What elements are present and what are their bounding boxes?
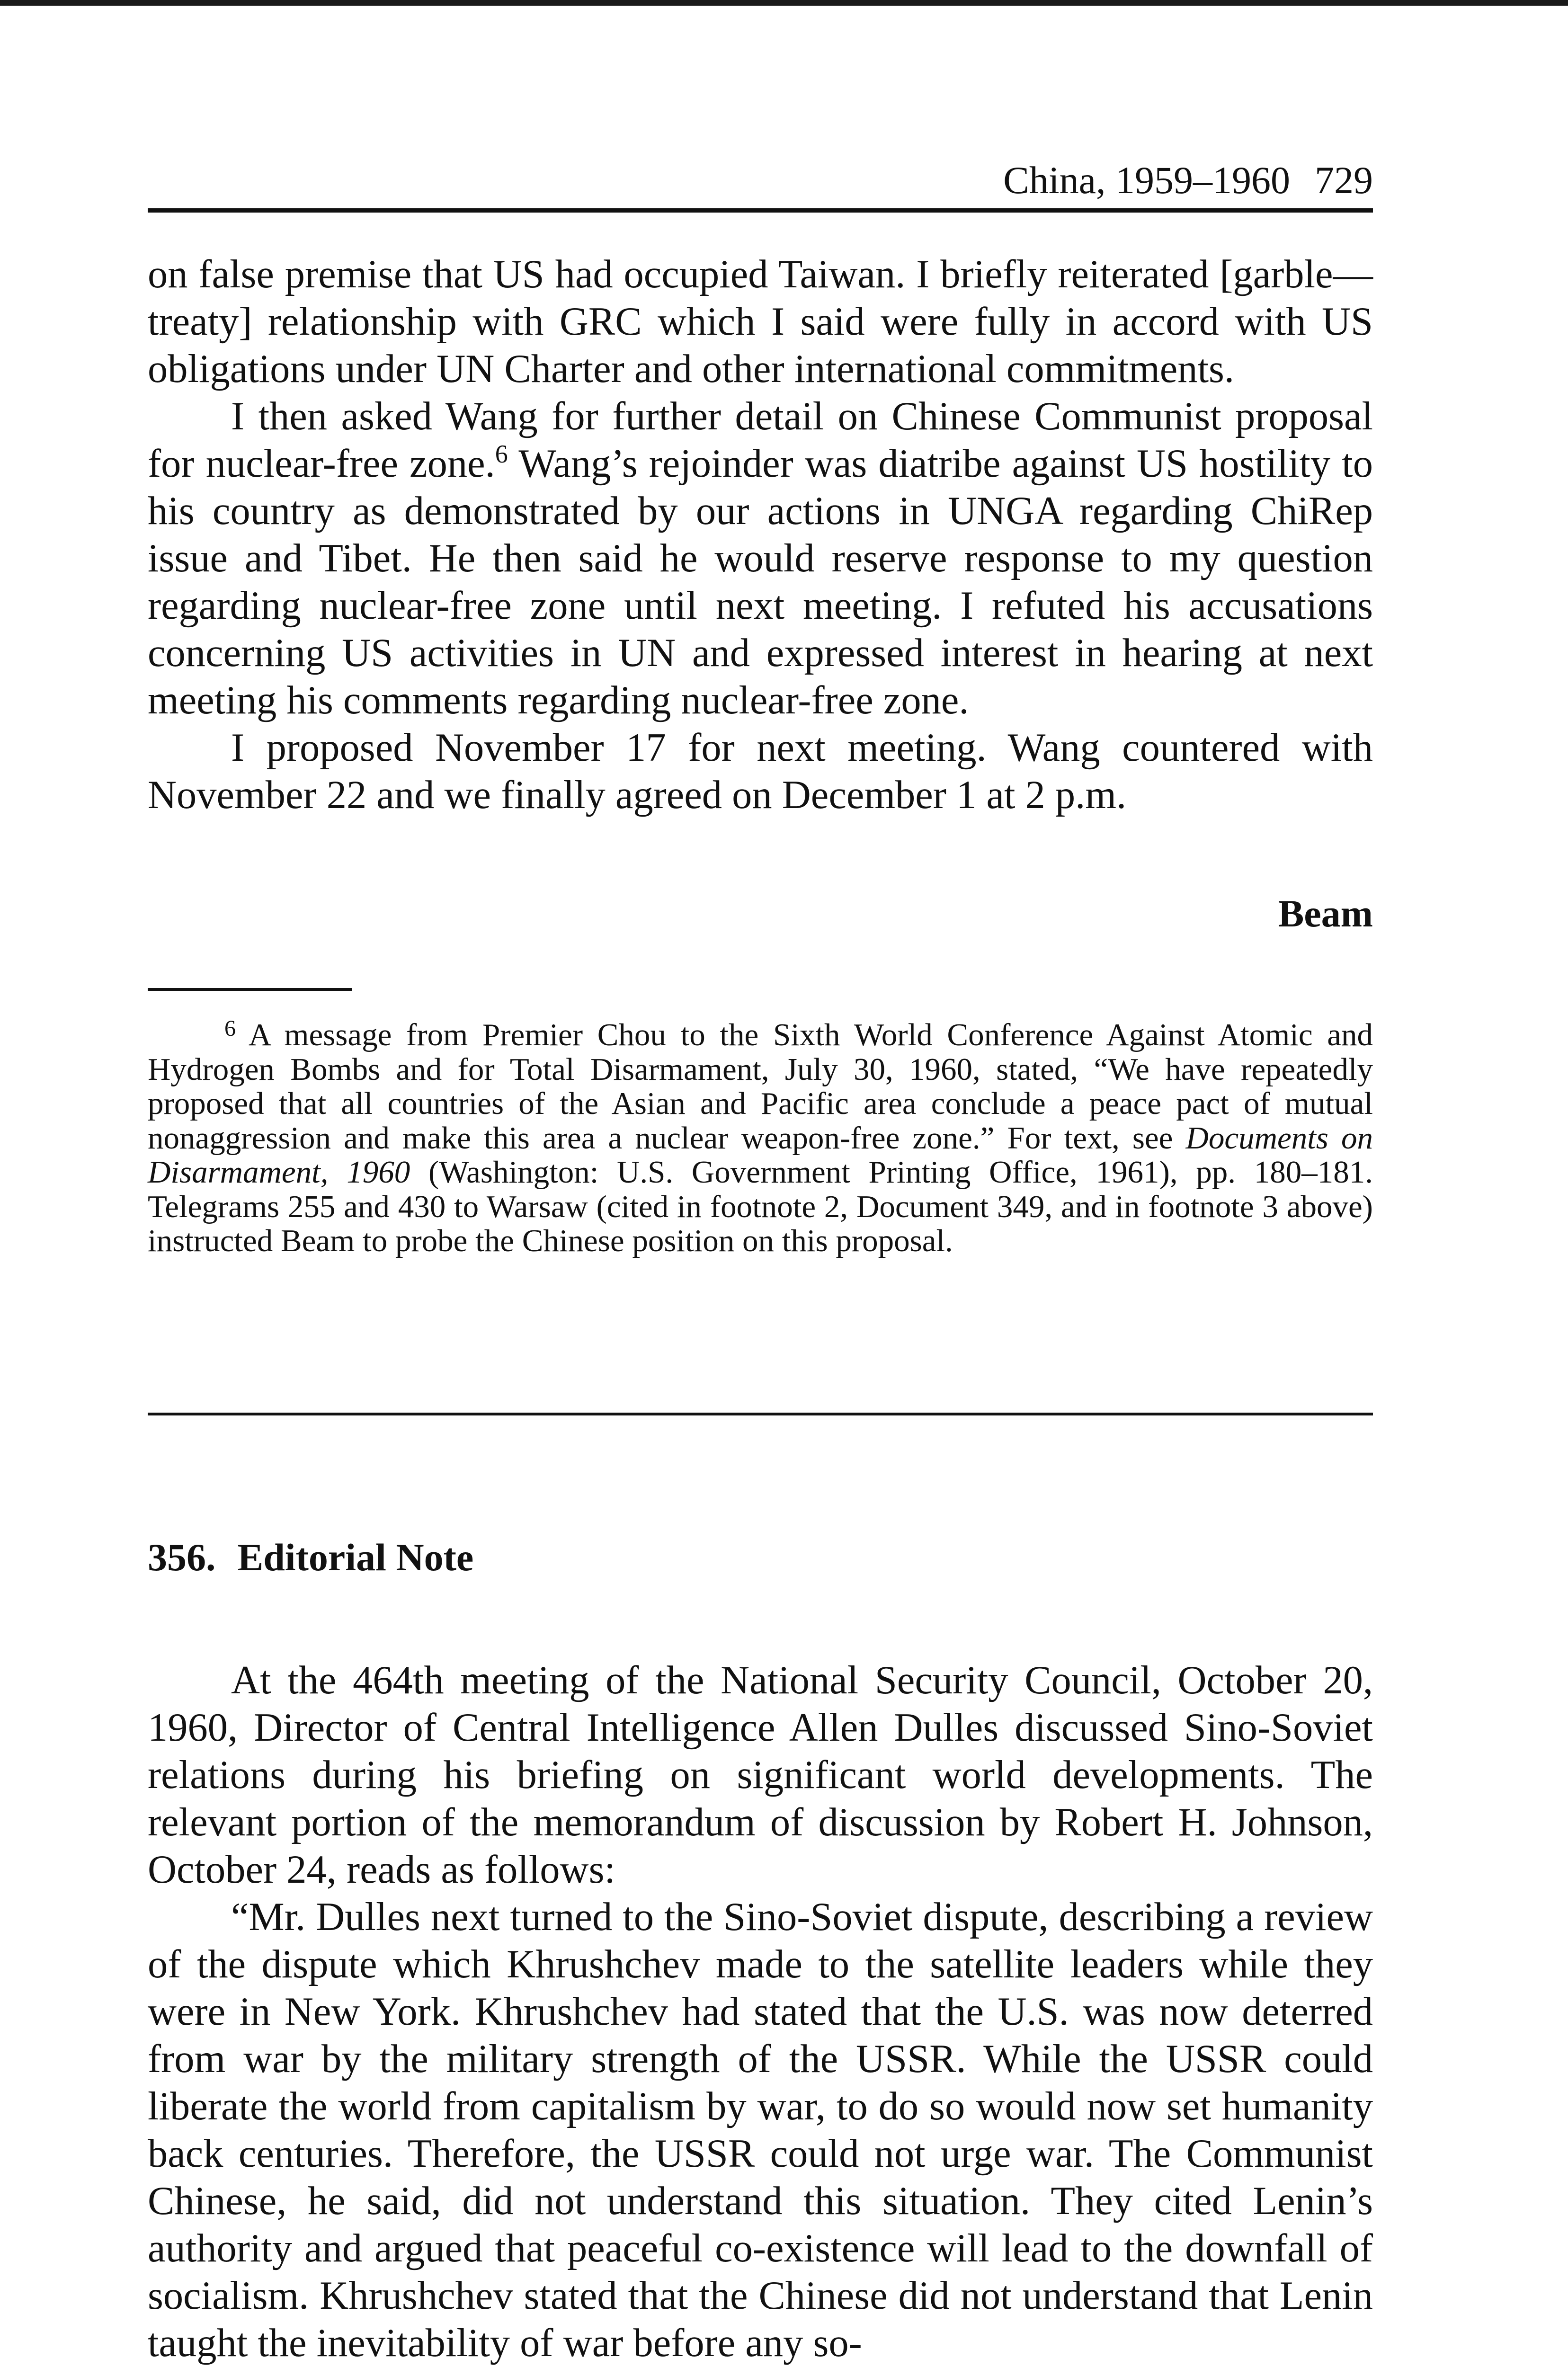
signature: Beam [1278, 892, 1373, 935]
footnote [148, 1018, 1373, 1258]
section-heading [148, 1534, 473, 1581]
paragraph-next-meeting: I proposed November 17 for next meeting. Wang countered with November 22 and we finally agreed on December 1 at 2 p.m. [148, 726, 1373, 817]
section-divider [148, 1413, 1373, 1415]
page-top-border [0, 0, 1568, 6]
footnote-reference: 6 [495, 440, 508, 468]
paragraph-nsc-meeting: At the 464th meeting of the National Security Council, October 20, 1960, Director of Central Intelligence Allen Dulles discussed Sino-Soviet relations during his briefing on significant world developments. The relevant portion of the memorandum of discussion by Robert H. Johnson, October 24, reads as follows: [148, 1658, 1373, 1892]
header-rule [148, 208, 1373, 213]
paragraph-continuation: on false premise that US had occupied Taiwan. I briefly reiterated [garble—treaty] relationship with GRC which I said were fully in accord with US obligations under UN Charter and other international commitments. [148, 252, 1373, 391]
paragraph-text: I then asked Wang for further detail on Chinese Communist proposal for nuclear-free zone. [148, 394, 1373, 486]
footnote-rule [148, 988, 352, 991]
section-title: Editorial Note [237, 1536, 474, 1579]
paragraph-quoted-memo: “Mr. Dulles next turned to the Sino-Soviet dispute, describing a review of the dispute which Khrushchev made to the satellite leaders while they were in New York. Khrushchev had stated that the U.S. was now deterred from war by the military strength of the USSR. While the USSR could liberate the world from capitalism by war, to do so would now set humanity back centuries. Therefore, the USSR could not urge war. The Communist Chinese, he said, did not understand this situation. They cited Lenin’s authority and argued that peaceful co-existence will lead to the downfall of socialism. Khrushchev stated that the Chinese did not understand that Lenin taught the inevitability of war before any so- [148, 1895, 1373, 2365]
section-number: 356. [148, 1536, 216, 1579]
document-body-top [148, 251, 1373, 819]
page-number: 729 [1315, 159, 1373, 202]
footnote-citation-title: Documents on Disarmament, 1960 [148, 1120, 1373, 1190]
running-title: China, 1959–1960 [1003, 159, 1290, 202]
footnote-text: A message from Premier Chou to the Sixth World Conference Against Atomic and Hydrogen Bombs and for Total Disarmament, July 30, 1960, stated, “We have repeatedly proposed that all countries of the Asian and Pacific area conclude a peace pact of mutual nonaggression and make this area a nuclear weapon-free zone.” For text, see [148, 1017, 1373, 1156]
footnote-marker: 6 [224, 1016, 236, 1041]
document-body-bottom [148, 1657, 1373, 2367]
running-header [148, 151, 1373, 200]
footnote-text: (Washington: U.S. Government Printing Office, 1961), pp. 180–181. Telegrams 255 and 430 to Warsaw (cited in footnote 2, Document 349, and in footnote 3 above) instructed Beam to probe the Chinese position on this proposal. [148, 1155, 1373, 1258]
paragraph-nuclear-free-zone [148, 393, 1373, 724]
paragraph-text: Wang’s rejoinder was diatribe against US hostility to his country as demonstrated by our actions in UNGA regarding ChiRep issue and Tibet. He then said he would reserve response to my question regarding nuclear-free zone until next meeting. I refuted his accusations concerning US activities in UN and expressed interest in hearing at next meeting his comments regarding nuclear-free zone. [148, 442, 1373, 722]
